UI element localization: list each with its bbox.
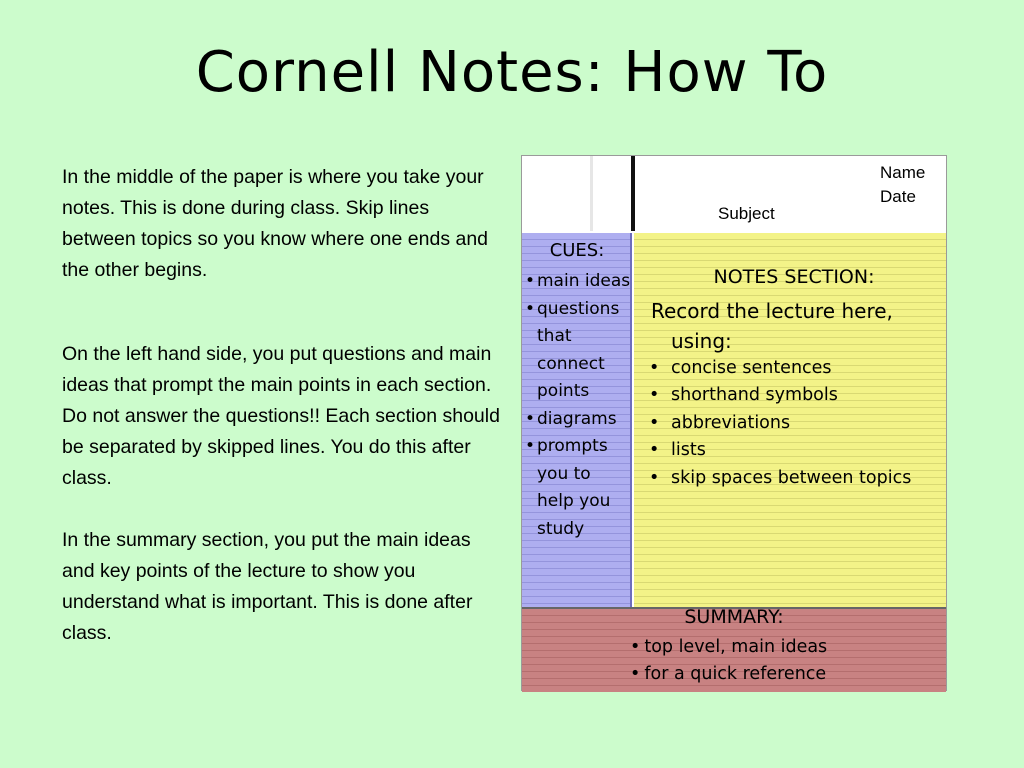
name-date-label xyxy=(880,161,925,209)
subject-label: Subject xyxy=(718,204,775,223)
explanation-text xyxy=(62,162,508,649)
paragraph-notes: In the middle of the paper is where you take your notes. This is done during class. Skip lines between topics so you know where one ends and the other begins. xyxy=(62,166,489,281)
list-item: • skip spaces between topics xyxy=(647,465,947,492)
list-item: • prompts you to help you study xyxy=(522,433,632,543)
name-label: Name xyxy=(880,163,926,182)
bullet-icon: • xyxy=(525,436,536,456)
cues-list xyxy=(522,268,632,543)
bullet-icon: • xyxy=(630,637,641,657)
list-item: • concise sentences xyxy=(647,355,947,382)
summary-heading: SUMMARY: xyxy=(684,606,784,628)
cues-heading: CUES: xyxy=(549,240,605,261)
paragraph-summary: In the summary section, you put the main ideas and key points of the lecture to show you understand what is important. This is done after class. xyxy=(62,529,473,644)
paragraph-cues: On the left hand side, you put questions and main ideas that prompt the main points in each section. Do not answer the questions!! Each section should be separated by skipped lines. You do this after class. xyxy=(62,343,500,489)
header-divider-line xyxy=(631,156,635,231)
list-item: • abbreviations xyxy=(647,410,947,437)
list-item: • diagrams xyxy=(522,406,632,434)
list-item: • top level, main ideas xyxy=(630,637,828,657)
bullet-icon: • xyxy=(649,467,660,488)
summary-list xyxy=(630,634,827,688)
bullet-icon: • xyxy=(649,412,660,433)
notes-intro-line1: Record the lecture here, xyxy=(651,299,893,323)
date-label: Date xyxy=(880,187,916,206)
header-margin-line xyxy=(590,156,593,231)
notes-heading: NOTES SECTION: xyxy=(713,266,875,288)
bullet-icon: • xyxy=(649,358,660,378)
bullet-icon: • xyxy=(525,271,536,291)
list-item: • questions that connect points xyxy=(522,296,632,406)
bullet-icon: • xyxy=(649,385,660,406)
paper-header xyxy=(522,156,946,231)
bullet-icon: • xyxy=(525,408,536,429)
bullet-icon: • xyxy=(649,440,660,461)
list-item: • for a quick reference xyxy=(630,664,827,684)
list-item: • shorthand symbols xyxy=(647,382,947,409)
notes-intro xyxy=(651,296,947,356)
list-item: • main ideas xyxy=(522,268,632,296)
slide-title: Cornell Notes: How To xyxy=(195,40,829,105)
cornell-paper-diagram xyxy=(521,155,947,691)
list-item: • lists xyxy=(647,437,947,464)
notes-intro-line2: using: xyxy=(671,329,732,353)
bullet-icon: • xyxy=(525,298,536,319)
bullet-icon: • xyxy=(630,664,641,684)
notes-list xyxy=(647,355,947,492)
